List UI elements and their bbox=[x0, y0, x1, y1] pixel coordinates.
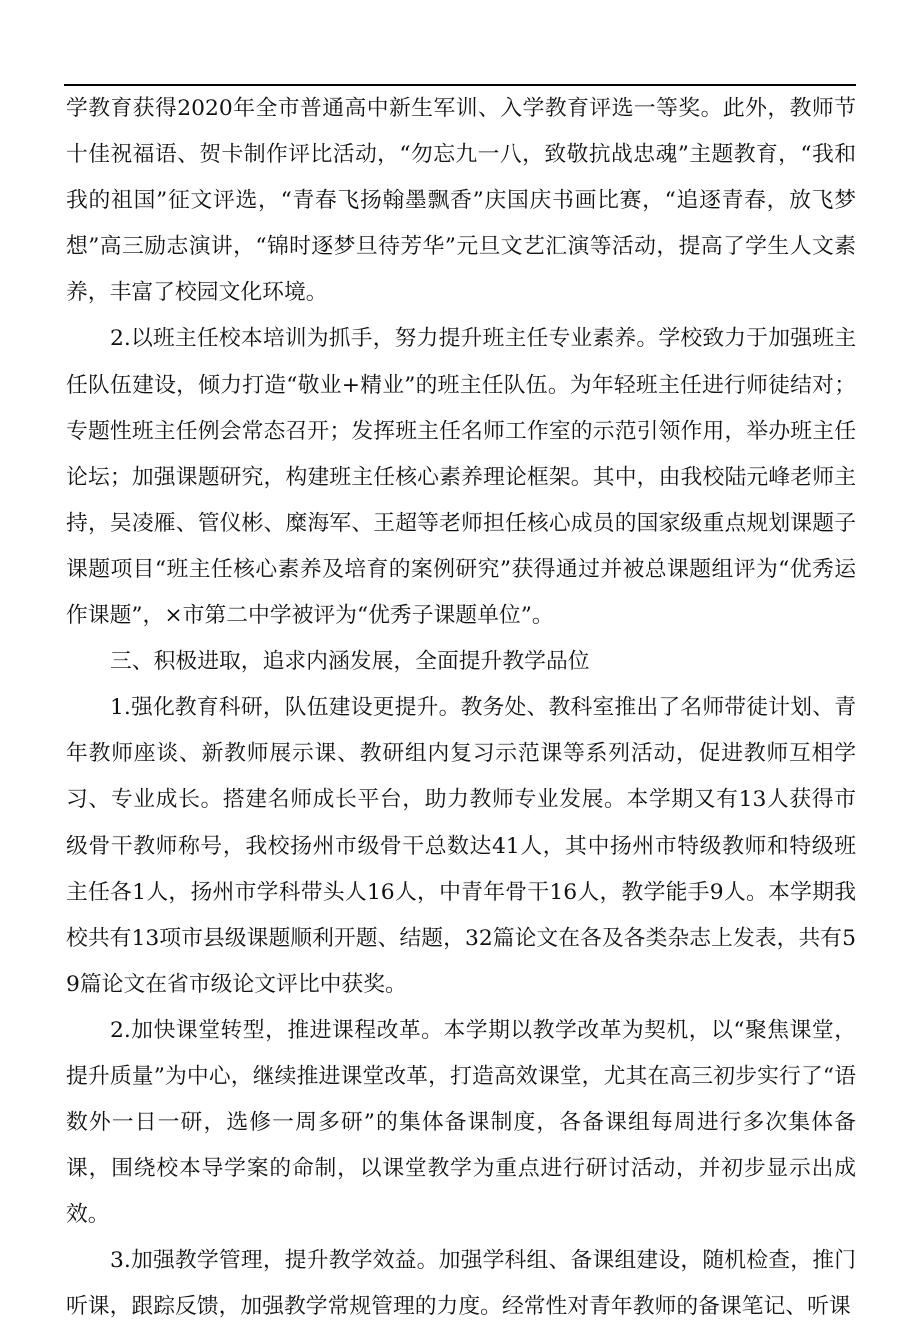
paragraph-education-research: 1.强化教育科研，队伍建设更提升。教务处、教科室推出了名师带徒计划、青年教师座谈、新教师展示课、教研组内复习示范课等系列活动，促进教师互相学习、专业成长。搭建名师成长平台，助力教师专业发展。本学期又有13人获得市级骨干教师称号，我校扬州市级骨干总数达41人，其中扬州市特级教师和特级班主任各1人，扬州市学科带头人16人，中青年骨干16人，教学能手9人。本学期我校共有13项市县级课题顺利开题、结题，32篇论文在各及各类杂志上发表，共有59篇论文在省市级论文评比中获奖。 bbox=[66, 695, 856, 997]
paragraph-class-teacher-training: 2.以班主任校本培训为抓手，努力提升班主任专业素养。学校致力于加强班主任队伍建设，倾力打造“敬业+精业”的班主任队伍。为年轻班主任进行师徒结对；专题性班主任例会常态召开；发挥班主任名师工作室的示范引领作用，举办班主任论坛；加强课题研究，构建班主任核心素养理论框架。其中，由我校陆元峰老师主持，吴凌雁、管仪彬、糜海军、王超等老师担任核心成员的国家级重点规划课题子课题项目“班主任核心素养及培育的案例研究”获得通过并被总课题组评为“优秀运作课题”，×市第二中学被评为“优秀子课题单位”。 bbox=[66, 326, 856, 629]
section-heading-teaching-quality: 三、积极进取，追求内涵发展，全面提升教学品位 bbox=[110, 649, 590, 675]
document-body bbox=[66, 86, 856, 1331]
paragraph-teaching-management: 3.加强教学管理，提升教学效益。加强学科组、备课组建设，随机检查，推门听课，跟踪反馈，加强教学常规管理的力度。经常性对青年教师的备课笔记、听课 bbox=[66, 1248, 856, 1320]
paragraph-continuation: 学教育获得2020年全市普通高中新生军训、入学教育评选一等奖。此外，教师节十佳祝福语、贺卡制作评比活动，“勿忘九一八，致敬抗战忠魂”主题教育，“我和我的祖国”征文评选，“青春飞扬翰墨飘香”庆国庆书画比赛，“追逐青春，放飞梦想”高三励志演讲，“锦时逐梦旦待芳华”元旦文艺汇演等活动，提高了学生人文素养，丰富了校园文化环境。 bbox=[66, 96, 856, 306]
paragraph-classroom-reform: 2.加快课堂转型，推进课程改革。本学期以教学改革为契机，以“聚焦课堂，提升质量”为中心，继续推进课堂改革，打造高效课堂，尤其在高三初步实行了“语数外一日一研，选修一周多研”的集体备课制度，各备课组每周进行多次集体备课，围绕校本导学案的命制，以课堂教学为重点进行研讨活动，并初步显示出成效。 bbox=[66, 1017, 856, 1228]
